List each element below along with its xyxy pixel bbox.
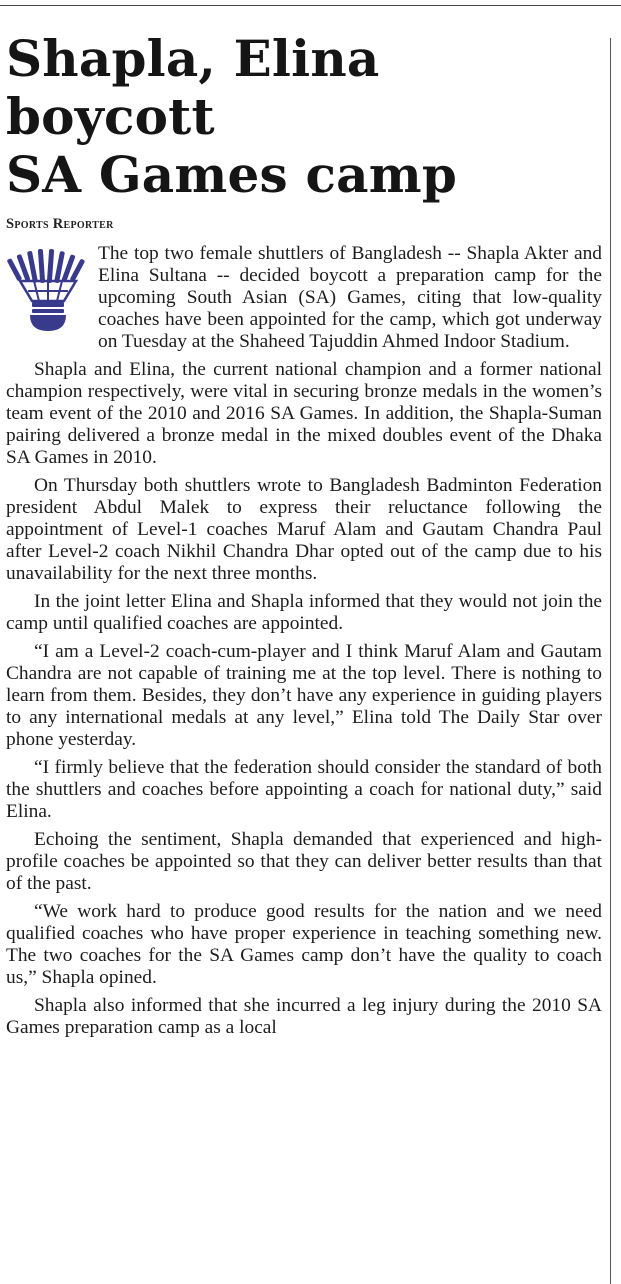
column-rule [610, 38, 611, 1284]
paragraph: On Thursday both shuttlers wrote to Bangladesh Badminton Federation president Abdul Malek to express their reluctance following the appointment of Level-1 coaches Maruf Alam and Gautam Chandra Paul after Level-2 coach Nikhil Chandra Dhar opted out of the camp due to his unavailability for the next three months. [6, 475, 602, 584]
headline [6, 30, 602, 204]
headline-line-1: Shapla, Elina boycott [6, 29, 380, 146]
paragraph: “I am a Level-2 coach-cum-player and I think Maruf Alam and Gautam Chandra are not capable of training me at the top level. There is nothing to learn from them. Besides, they don’t have any experience in guiding players to any international medals at any level,” Elina told The Daily Star over phone yesterday. [6, 641, 602, 750]
top-rule [0, 5, 621, 6]
badminton-shuttlecock-icon [6, 245, 90, 335]
paragraph: Shapla also informed that she incurred a leg injury during the 2010 SA Games preparation camp as a local [6, 995, 602, 1038]
headline-line-2: SA Games camp [6, 145, 457, 204]
paragraph: In the joint letter Elina and Shapla informed that they would not join the camp until qualified coaches are appointed. [6, 591, 602, 634]
article [6, 30, 602, 1045]
paragraph: “We work hard to produce good results for the nation and we need qualified coaches who have proper experience in teaching something new. The two coaches for the SA Games camp don’t have the quality to coach us,” Shapla opined. [6, 901, 602, 988]
paragraph: “I firmly believe that the federation should consider the standard of both the shuttlers and coaches before appointing a coach for national duty,” said Elina. [6, 757, 602, 822]
paragraph: Echoing the sentiment, Shapla demanded that experienced and high-profile coaches be appointed so that they can deliver better results than that of the past. [6, 829, 602, 894]
paragraph: The top two female shuttlers of Bangladesh -- Shapla Akter and Elina Sultana -- decided boycott a preparation camp for the upcoming South Asian (SA) Games, citing that low-quality coaches have been appointed for the camp, which got underway on Tuesday at the Shaheed Tajuddin Ahmed Indoor Stadium. [6, 243, 602, 353]
byline: Sports Reporter [6, 216, 114, 232]
article-body [6, 243, 602, 1039]
paragraph: Shapla and Elina, the current national champion and a former national champion respectively, were vital in securing bronze medals in the women’s team event of the 2010 and 2016 SA Games. In addition, the Shapla-Suman pairing delivered a bronze medal in the mixed doubles event of the Dhaka SA Games in 2010. [6, 359, 602, 468]
